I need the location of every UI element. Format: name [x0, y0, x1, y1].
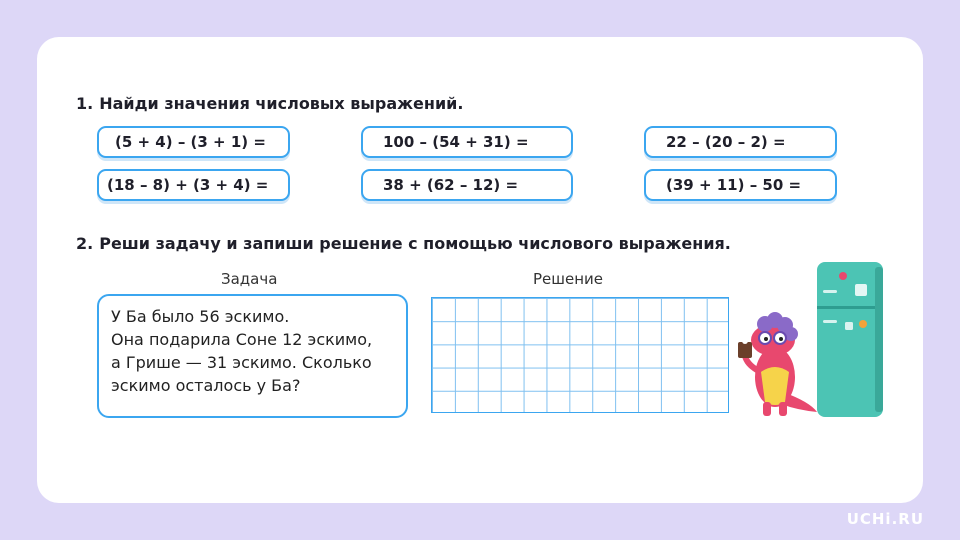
expression-box-5: 38 + (62 – 12) =	[361, 169, 573, 201]
expression-box-3: 22 – (20 – 2) =	[644, 126, 837, 158]
task2-title-text: Реши задачу и запиши решение с помощью числового выражения.	[99, 234, 731, 253]
solution-label: Решение	[533, 270, 604, 288]
dino-with-fridge-illustration	[735, 262, 885, 422]
problem-line: эскимо осталось у Ба?	[111, 376, 301, 395]
task1-title-text: Найди значения числовых выражений.	[99, 94, 464, 113]
task2-number: 2.	[76, 234, 94, 253]
problem-line: а Грише — 31 эскимо. Сколько	[111, 353, 372, 372]
task1-title	[76, 94, 463, 113]
expression-box-4: (18 – 8) + (3 + 4) =	[97, 169, 290, 201]
problem-text-box	[97, 294, 408, 418]
solution-grid[interactable]	[431, 297, 729, 413]
problem-line: Она подарила Соне 12 эскимо,	[111, 330, 373, 349]
expression-box-1: (5 + 4) – (3 + 1) =	[97, 126, 290, 158]
task1-number: 1.	[76, 94, 94, 113]
task2-title	[76, 234, 731, 253]
uchi-logo: UCHi.RU	[846, 510, 924, 528]
problem-label: Задача	[221, 270, 278, 288]
expression-box-2: 100 – (54 + 31) =	[361, 126, 573, 158]
problem-line: У Ба было 56 эскимо.	[111, 307, 290, 326]
expression-box-6: (39 + 11) – 50 =	[644, 169, 837, 201]
